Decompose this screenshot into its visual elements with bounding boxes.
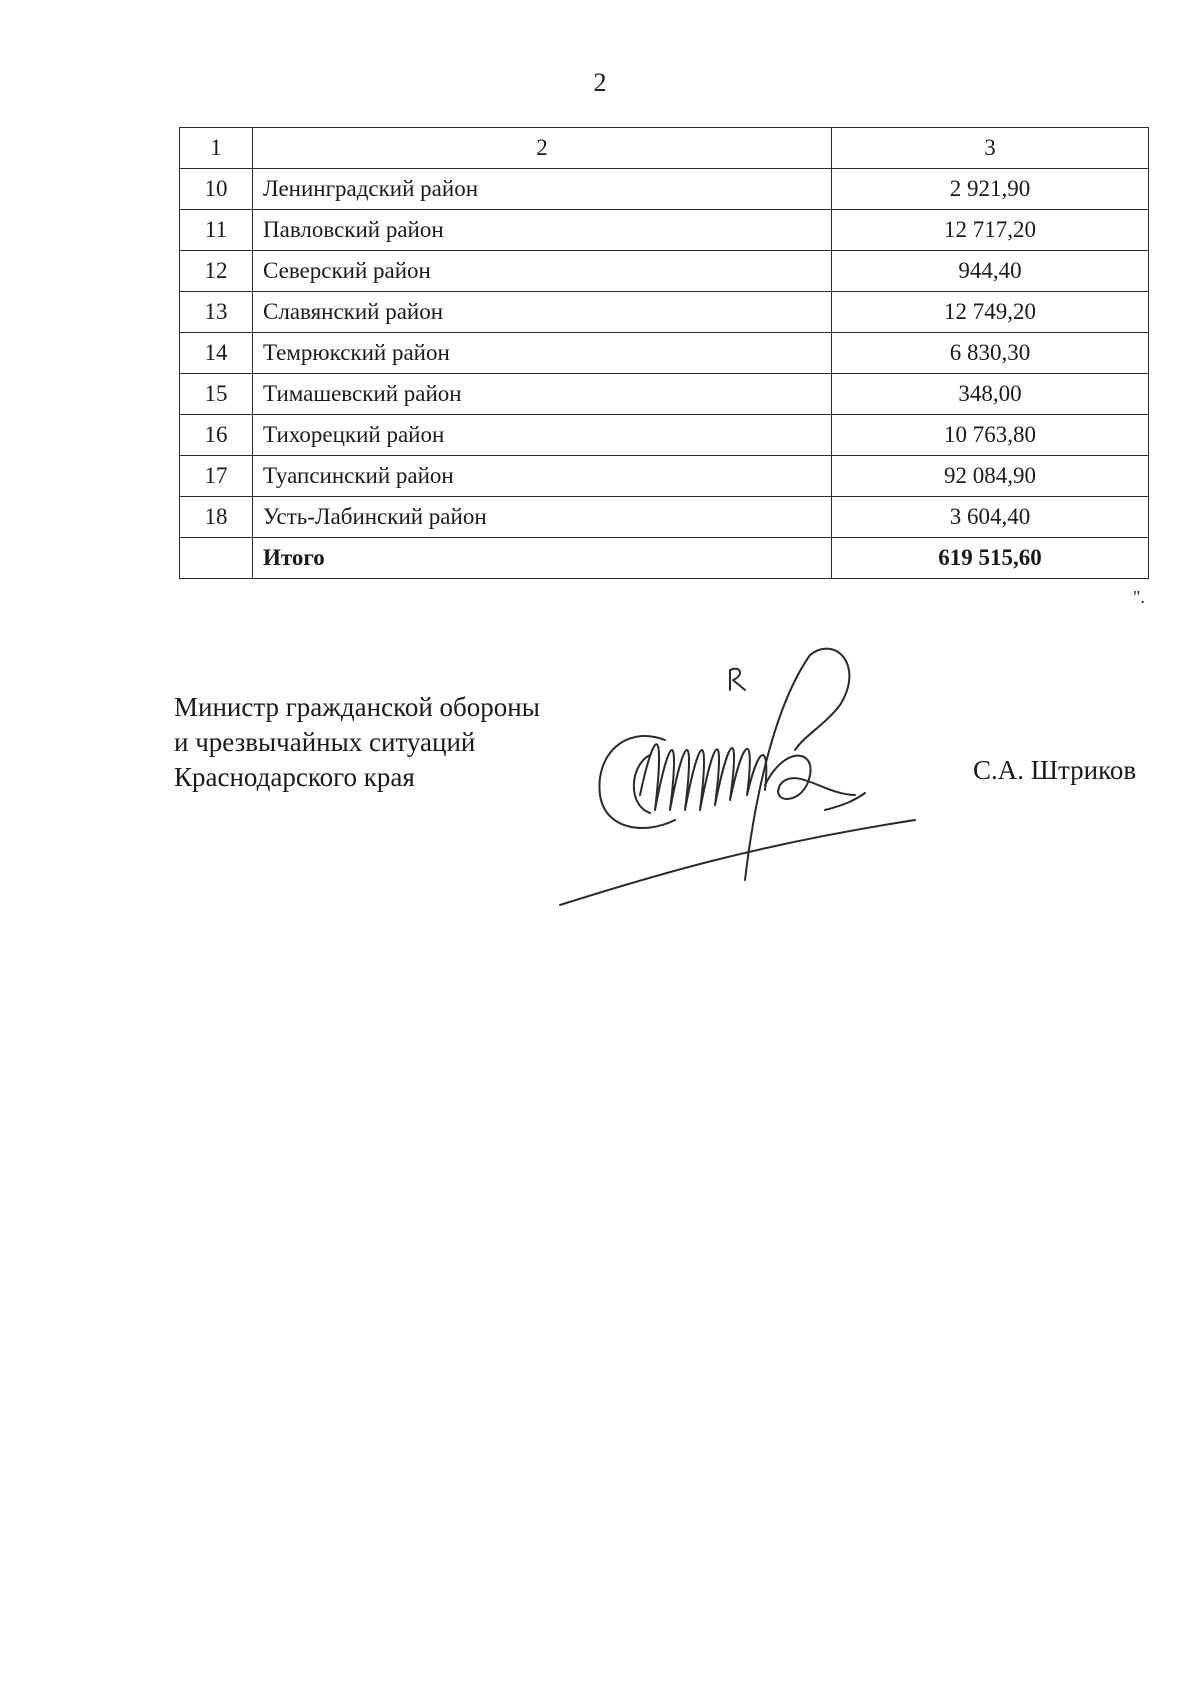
total-row [180,538,1149,579]
total-amount: 619 515,60 [832,538,1149,579]
amount: 12 749,20 [832,292,1149,333]
amount: 10 763,80 [832,415,1149,456]
district-name: Северский район [253,251,832,292]
district-name: Славянский район [253,292,832,333]
table-header-row [180,128,1149,169]
header-cell: 1 [180,128,253,169]
amount: 348,00 [832,374,1149,415]
signatory-title-line: Министр гражданской обороны [174,692,540,722]
row-number: 11 [180,210,253,251]
row-number: 10 [180,169,253,210]
district-name: Туапсинский район [253,456,832,497]
signatory-title-line: и чрезвычайных ситуаций [174,727,476,757]
signatory-title-line: Краснодарского края [174,762,415,792]
signer-name: С.А. Штриков [973,755,1137,785]
district-name: Павловский район [253,210,832,251]
row-number: 16 [180,415,253,456]
district-name: Темрюкский район [253,333,832,374]
table-row [180,456,1149,497]
row-number: 18 [180,497,253,538]
table-row [180,292,1149,333]
district-name: Тимашевский район [253,374,832,415]
table-row [180,415,1149,456]
table-row [180,333,1149,374]
table-row [180,497,1149,538]
table-row [180,210,1149,251]
header-cell: 2 [253,128,832,169]
row-number: 17 [180,456,253,497]
table-row [180,169,1149,210]
page-number: 2 [593,68,607,97]
amount: 2 921,90 [832,169,1149,210]
amount: 12 717,20 [832,210,1149,251]
table-row [180,251,1149,292]
table-row [180,374,1149,415]
row-number: 15 [180,374,253,415]
amount: 92 084,90 [832,456,1149,497]
amount: 3 604,40 [832,497,1149,538]
row-number [180,538,253,579]
closing-quote: ". [1133,587,1145,607]
districts-table [179,127,1149,579]
signatory-title [174,690,540,795]
total-label: Итого [253,538,832,579]
amount: 944,40 [832,251,1149,292]
header-cell: 3 [832,128,1149,169]
district-name: Ленинградский район [253,169,832,210]
amount: 6 830,30 [832,333,1149,374]
district-name: Усть-Лабинский район [253,497,832,538]
row-number: 13 [180,292,253,333]
row-number: 12 [180,251,253,292]
row-number: 14 [180,333,253,374]
district-name: Тихорецкий район [253,415,832,456]
handwritten-signature [555,645,955,925]
